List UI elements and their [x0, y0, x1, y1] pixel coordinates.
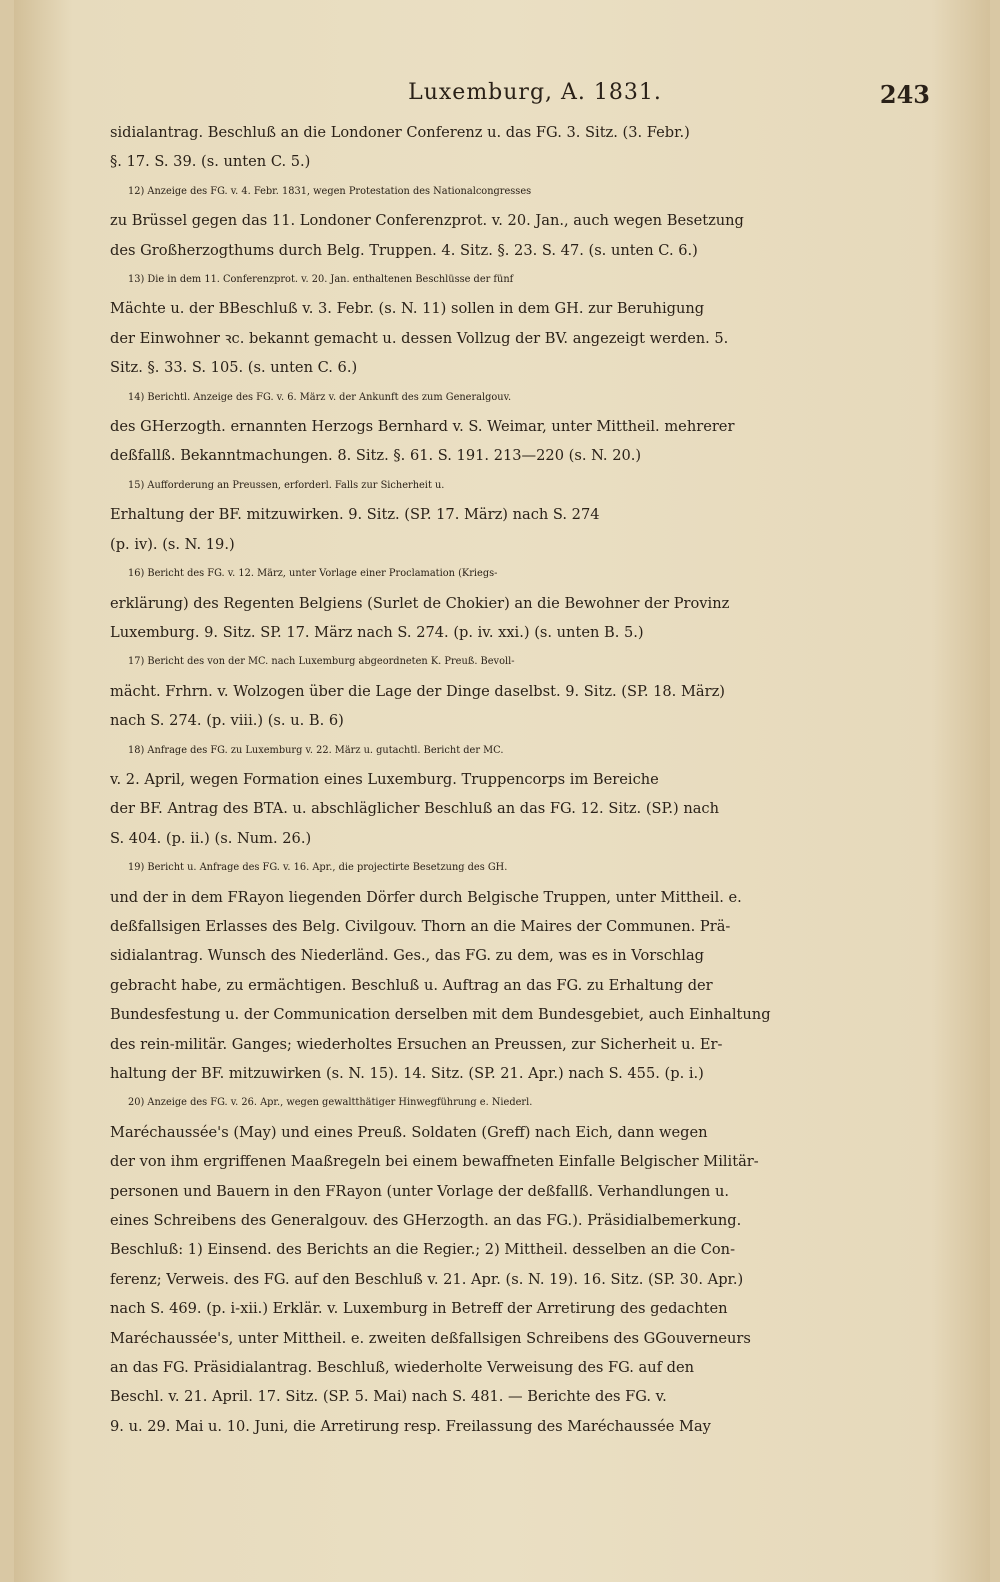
- text-line: mächt. Frhrn. v. Wolzogen über die Lage der Dinge daselbst. 9. Sitz. (SP. 18. März): [110, 682, 725, 700]
- text-line: personen und Bauern in den FRayon (unter Vorlage der deßfallß. Verhandlungen u.: [110, 1182, 730, 1200]
- text-line: (p. iv). (s. N. 19.): [110, 535, 235, 553]
- text-line: Beschluß: 1) Einsend. des Berichts an die Regier.; 2) Mittheil. desselben an die Con-: [110, 1241, 736, 1259]
- text-line: eines Schreibens des Generalgouv. des GHerzogth. an das FG.). Präsidialbemerkung.: [110, 1212, 742, 1230]
- text-line: 15) Aufforderung an Preussen, erforderl. Falls zur Sicherheit u.: [128, 479, 445, 491]
- text-line: nach S. 469. (p. i-xii.) Erklär. v. Luxemburg in Betreff der Arretirung des gedachten: [110, 1300, 728, 1318]
- text-line: Erhaltung der BF. mitzuwirken. 9. Sitz. (SP. 17. März) nach S. 274: [110, 506, 600, 524]
- text-line: und der in dem FRayon liegenden Dörfer durch Belgische Truppen, unter Mittheil. e.: [110, 888, 742, 906]
- text-line: 17) Bericht des von der MC. nach Luxemburg abgeordneten K. Preuß. Bevoll-: [128, 656, 515, 668]
- text-line: des Großherzogthums durch Belg. Truppen. 4. Sitz. §. 23. S. 47. (s. unten C. 6.): [110, 241, 698, 259]
- text-line: §. 17. S. 39. (s. unten C. 5.): [110, 153, 311, 171]
- text-line: 14) Berichtl. Anzeige des FG. v. 6. März v. der Ankunft des zum Generalgouv.: [128, 391, 512, 403]
- text-line: Sitz. §. 33. S. 105. (s. unten C. 6.): [110, 359, 358, 377]
- text-line: ferenz; Verweis. des FG. auf den Beschluß v. 21. Apr. (s. N. 19). 16. Sitz. (SP. 30. Apr.): [110, 1270, 744, 1288]
- text-line: nach S. 274. (p. viii.) (s. u. B. 6): [110, 712, 344, 730]
- text-line: des GHerzogth. ernannten Herzogs Bernhard v. S. Weimar, unter Mittheil. mehrerer: [110, 418, 735, 436]
- text-line: 19) Bericht u. Anfrage des FG. v. 16. Apr., die projectirte Besetzung des GH.: [128, 862, 508, 874]
- text-line: v. 2. April, wegen Formation eines Luxemburg. Truppencorps im Bereiche: [110, 770, 659, 788]
- text-line: zu Brüssel gegen das 11. Londoner Conferenzprot. v. 20. Jan., auch wegen Besetzung: [110, 212, 744, 230]
- running-title: Luxemburg, A. 1831.: [408, 80, 662, 105]
- text-line: sidialantrag. Beschluß an die Londoner Conferenz u. das FG. 3. Sitz. (3. Febr.): [110, 124, 690, 141]
- text-line: 9. u. 29. Mai u. 10. Juni, die Arretirung resp. Freilassung des Maréchaussée May: [110, 1417, 711, 1435]
- text-line: deßfallsigen Erlasses des Belg. Civilgouv. Thorn an die Maires der Communen. Prä-: [110, 917, 731, 935]
- text-line: Beschl. v. 21. April. 17. Sitz. (SP. 5. Mai) nach S. 481. — Berichte des FG. v.: [110, 1388, 667, 1406]
- document-page: [14, 0, 990, 1582]
- text-line: sidialantrag. Wunsch des Niederländ. Ges., das FG. zu dem, was es in Vorschlag: [110, 947, 704, 965]
- text-line: Maréchaussée's, unter Mittheil. e. zweiten deßfallsigen Schreibens des GGouverneurs: [110, 1329, 751, 1347]
- page-number: 243: [879, 80, 930, 109]
- text-line: des rein-militär. Ganges; wiederholtes Ersuchen an Preussen, zur Sicherheit u. Er-: [110, 1035, 723, 1053]
- text-line: der von ihm ergriffenen Maaßregeln bei einem bewaffneten Einfalle Belgischer Militär-: [110, 1153, 759, 1171]
- text-line: 18) Anfrage des FG. zu Luxemburg v. 22. März u. gutachtl. Bericht der MC.: [128, 744, 504, 756]
- text-line: 16) Bericht des FG. v. 12. März, unter Vorlage einer Proclamation (Kriegs-: [128, 568, 498, 580]
- text-line: Bundesfestung u. der Communication derselben mit dem Bundesgebiet, auch Einhaltung: [110, 1006, 771, 1024]
- text-line: der BF. Antrag des BTA. u. abschläglicher Beschluß an das FG. 12. Sitz. (SP.) nach: [110, 800, 720, 818]
- text-line: Mächte u. der BBeschluß v. 3. Febr. (s. N. 11) sollen in dem GH. zur Beruhigung: [110, 300, 705, 318]
- text-line: an das FG. Präsidialantrag. Beschluß, wiederholte Verweisung des FG. auf den: [110, 1359, 695, 1377]
- text-line: haltung der BF. mitzuwirken (s. N. 15). 14. Sitz. (SP. 21. Apr.) nach S. 455. (p. i.): [110, 1065, 704, 1082]
- page-header: [110, 74, 960, 118]
- body-text: [110, 118, 968, 1441]
- text-line: 20) Anzeige des FG. v. 26. Apr., wegen gewaltthätiger Hinwegführung e. Niederl.: [128, 1097, 533, 1109]
- text-line: der Einwohner ꝛc. bekannt gemacht u. dessen Vollzug der BV. angezeigt werden. 5.: [110, 329, 729, 347]
- text-line: gebracht habe, zu ermächtigen. Beschluß u. Auftrag an das FG. zu Erhaltung der: [110, 976, 713, 994]
- text-line: erklärung) des Regenten Belgiens (Surlet de Chokier) an die Bewohner der Provinz: [110, 594, 730, 612]
- text-line: 12) Anzeige des FG. v. 4. Febr. 1831, wegen Protestation des Nationalcongresses: [128, 185, 532, 197]
- text-line: 13) Die in dem 11. Conferenzprot. v. 20. Jan. enthaltenen Beschlüsse der fünf: [128, 274, 514, 286]
- text-line: S. 404. (p. ii.) (s. Num. 26.): [110, 829, 312, 847]
- text-line: Luxemburg. 9. Sitz. SP. 17. März nach S. 274. (p. iv. xxi.) (s. unten B. 5.): [110, 623, 644, 641]
- text-line: Maréchaussée's (May) und eines Preuß. Soldaten (Greff) nach Eich, dann wegen: [110, 1123, 708, 1141]
- text-line: deßfallß. Bekanntmachungen. 8. Sitz. §. 61. S. 191. 213—220 (s. N. 20.): [110, 447, 642, 465]
